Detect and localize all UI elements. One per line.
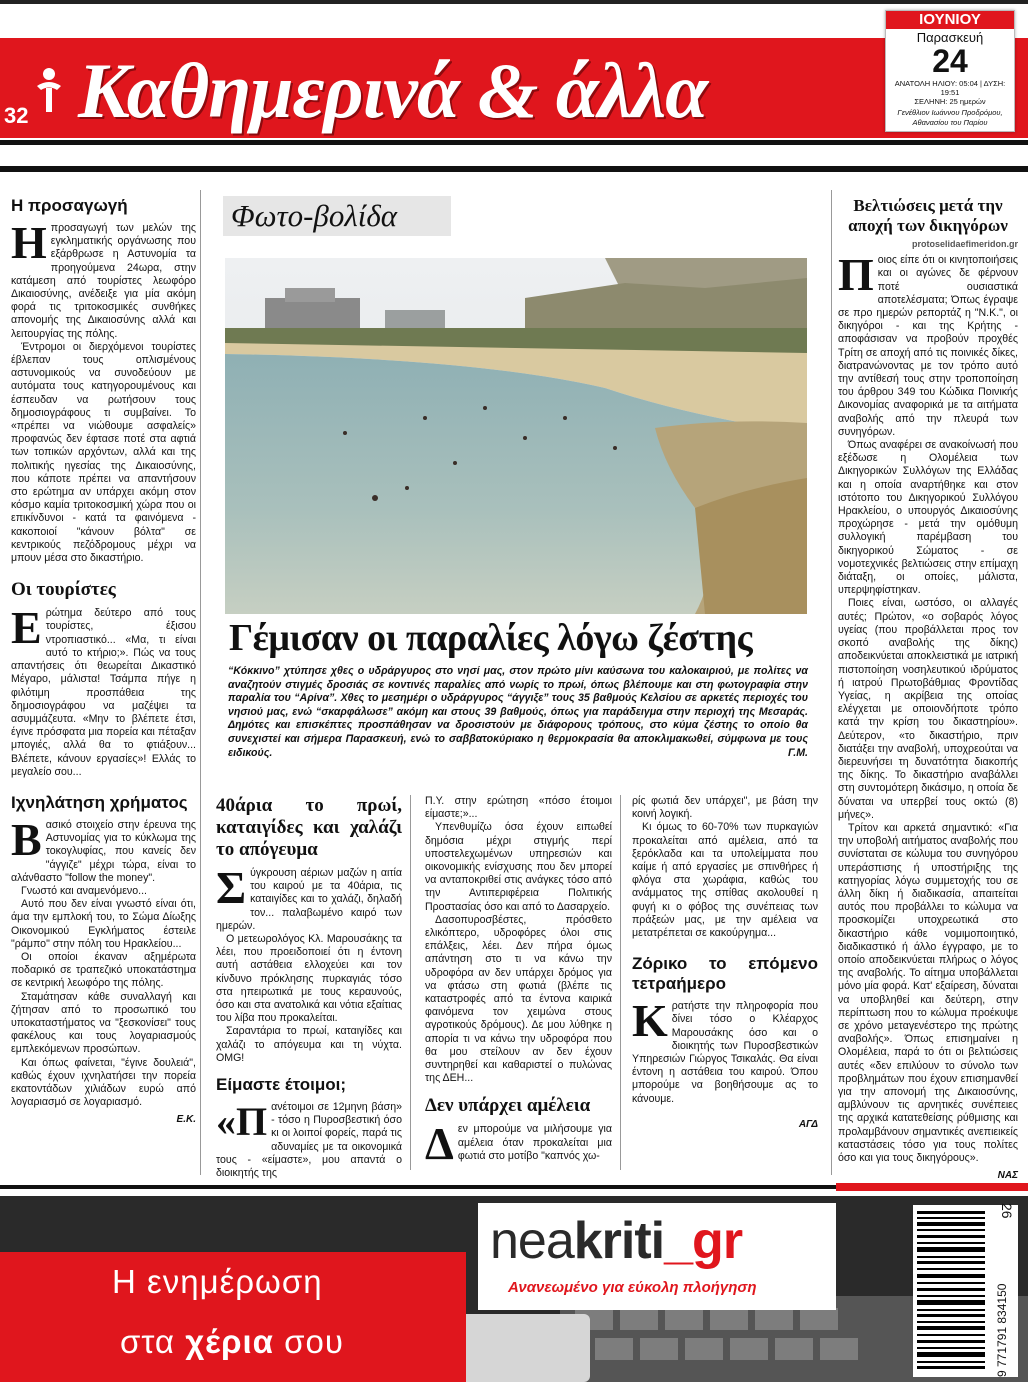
moon-age: ΣΕΛΗΝΗ: 25 ημερών: [914, 97, 986, 106]
paragraph: προσαγωγή των μελών της εγκληματικής οργάνωσης που εξάρθρωσε η Αστυνομία τα προηγούμενα 24ωρα, στην κατάμεση από τουρίστες λεωφόρο Δικαιοσύνης, ανέδειξε για μία ακόμη φορά τις τριτοκοσμικές συνθήκες απονομής της Δικαιοσύνης αλλά και λειτουργίας της πόλης.: [11, 222, 196, 340]
paragraph: Γνωστό και αναμενόμενο...: [21, 884, 147, 897]
story-title-40aria: 40άρια το πρωί, καταιγίδες και χαλάζι το απόγευμα: [216, 795, 402, 860]
photo-feature-label: [223, 196, 451, 236]
ad-slogan-line-1: Η ενημέρωση: [112, 1263, 323, 1300]
paragraph: οιος είπε ότι οι κινητοποιήσεις και οι αγώνες δε φέρνουν ποτέ ουσιαστικά αποτελέσματα; Όπως έγραψε σε προ ημερών ρεπορτάζ η "Ν.Κ.", οι δικηγόροι - και της Κρήτης - αποφάσισαν να προβούν προχθές Τρίτη σε αποχή από τις ποινικές δίκες, διατρανώνοντας με τον τρόπο αυτό την αντίθεσή τους στην τροποποίηση του άρθρου 349 του Κώδικα Ποινικής Δικονομίας αναφορικά με τα αιτήματα αναβολής από την πλευρά των συνηγόρων.: [838, 254, 1018, 438]
paragraph: Δασοπυροσβέστες, πρόσθετο ελικόπτερο, υδροφόρες όλοι στις επάλξεις, λέει. Δεν πήρα όμως απάντηση στο τι να κάνω την υδροφόρα αν δεν υπάρχει δρόμος για να φτάσω στη φωτιά (βλέπε τις καταστροφές από τα έντονα καιρικά φαινόμενα τον χειμώνα στους αγροτικούς δρόμους). Δε μου λύθηκε η απορία τι να κάνω την υδροφόρα που θα μου στείλουν αν δεν έχουν συντηρηθεί και καθαριστεί ο πυλώνας της ΔΕΗ...: [425, 913, 612, 1085]
paragraph: Έντρομοι οι διερχόμενοι τουρίστες έβλεπαν τους οπλισμένους αστυνομικούς να συνοδεύουν με αυτόματα τους κατηγορουμένους και έσπευδαν να ρωτήσουν τους δημοσιογράφους τι συμβαίνει. Το «πρέπει να νιώθουμε ασφαλείς» προφανώς δεν έφτασε ποτέ στα αφτιά των τοπικών αρχόντων, αλλά και της πολιτικής ηγεσίας της Δικαιοσύνης, που κάποτε πρέπει να απαντήσουν στο ερώτημα αν υπάρχει ακόμη στον κόσμο καμία τριτοκοσμική χώρα που οι επικίνδυνοι - κατά τα φαινόμενα - κακοποιοί "κάνουν βόλτα" σε κεντρικούς πεζόδρομους μέχρι να μπουν μέσα στο δικαστήριο.: [11, 340, 196, 565]
saints-line-1: Γενέθλιον Ιωάννου Προδρόμου,: [897, 108, 1003, 117]
drop-cap: Η: [11, 217, 47, 268]
date-day: 24: [932, 43, 968, 79]
paragraph: Οι οποίοι έκαναν αξημέρωτα ποδαρικό σε τραπεζικό υποκατάστημα σε κεντρική λεωφόρο της πόλης.: [11, 950, 196, 990]
author-signature: Ε.Κ.: [176, 1114, 196, 1126]
ad-tagline: Ανανεωμένο για εύκολη πλοήγηση: [508, 1279, 757, 1296]
drop-cap: Π: [838, 249, 874, 301]
column-rule: [831, 190, 832, 1175]
column-rule: [410, 795, 411, 1170]
story-title-ameleia: Δεν υπάρχει αμέλεια: [425, 1095, 591, 1117]
story-title-prosagogi: Η προσαγωγή: [11, 196, 128, 215]
paragraph: ανέτοιμοι σε 12μηνη βάση» - τόσο η Πυροσβεστική όσο κι οι λοιποί φορείς, παρά τις αδυναμίες με τα οικονομικά τους - «είμαστε», μου απαντά ο διοικητής της: [216, 1101, 402, 1180]
photo-headline: Γέμισαν οι παραλίες λόγω ζέστης: [229, 617, 753, 659]
barcode-digits: 9 771791 834150: [995, 1283, 1009, 1377]
drop-cap: «Π: [216, 1099, 268, 1145]
photo-caption: [228, 665, 808, 760]
story-title-ichnilatisi: Ιχνηλάτηση χρήματος: [11, 792, 188, 812]
drop-cap: Δ: [425, 1118, 454, 1170]
date-month: ΙΟΥΝΙΟΥ: [886, 11, 1014, 29]
page-number: 32: [4, 103, 29, 128]
story-title-veltioseis: Βελτιώσεις μετά την αποχή των δικηγόρων: [848, 196, 1008, 235]
paragraph: Τρίτον και αρκετά σημαντικό: «Για την υποβολή αιτήματος αναβολής που συνίσταται σε κώλυμα του συνηγόρου υπεράσπισης ή υποστήριξης της κατηγορίας λόγω συμμετοχής του σε άλλη δίκη ή διαδικασία, απαιτείται αυτός που προβάλλει το κώλυμα να προσκομίζει υποχρεωτικά στο δικαστήριο κάθε νομιμοποιητικό, διαδικαστικό ή άλλο έγγραφο, με το οποίο αποδεικνύεται πλήρως ο λόγος της αναβολής. Το αίτημα υποβάλλεται μόνο μία φορά. Κατ' εξαίρεση, δύναται να υποβληθεί και δεύτερη, στην περίπτωση που το κώλυμα προέκυψε σε χρόνο μεταγενέστερο της πρώτης αναβολής». Όπως επισημαίνει η Ολομέλεια, παρά το ότι οι βελτιώσεις αυτές «δεν επιλύουν το σύνολο των προβλημάτων που έχουν επισημανθεί για την απονομή της Δικαιοσύνης, αμβλύνουν τις αρνητικές συνέπειες της αρχικά κατατεθείσης ρύθμισης και προλαμβάνουν σημαντικές ανεπιεικείς καταστάσεις τόσο για τους πολίτες όσο και για τους δικηγόρους».: [838, 821, 1018, 1165]
drop-cap: Σ: [216, 862, 247, 913]
slogan-part: σου: [273, 1323, 344, 1360]
author-signature: ΝΑΣ: [997, 1170, 1018, 1182]
paragraph: Ο μετεωρολόγος Κλ. Μαρουσάκης τα λέει, που προειδοποιεί ότι η έντονη αυτή αστάθεια ελλοχεύει και τον κίνδυνο πρόκλησης πυρκαγιάς τόσο στα ηπειρωτικά με τους κεραυνούς, όσο και στα ανατολικά και νότια εξαίτιας του λίβα που προκαλείται.: [216, 933, 402, 1025]
column-rule: [200, 190, 201, 1175]
fire-column: [425, 795, 612, 1170]
header-rule-bottom: [0, 166, 1028, 172]
slogan-part: στα: [120, 1323, 186, 1360]
paragraph: ασικό στοιχείο στην έρευνα της Αστυνομίας για το κύκλωμα της τοκογλυφίας, που κανείς δεν "άγγιζε" μέχρι τώρα, είναι το αλάνθαστο "follow the money".: [11, 818, 196, 884]
paragraph: ρατήστε την πληροφορία που δίνει τόσο ο Κλέαρχος Μαρουσάκης όσο και ο διοικητής των Πυροσβεστικών Υπηρεσιών Γιώργος Τσικαλάς. Θα είναι έντονη η αστάθεια του καιρού. Όπου μπορούμε να βοηθήσουμε ας το κάνουμε.: [632, 1000, 818, 1105]
ad-slogan-line-2: [120, 1322, 344, 1362]
drop-cap: Ε: [11, 602, 42, 654]
footer-rule-accent: [836, 1183, 1028, 1191]
ad-brand-logo[interactable]: [490, 1211, 742, 1271]
brand-part-nea: nea: [490, 1212, 574, 1270]
paragraph: Ποιες είναι, ωστόσο, οι αλλαγές αυτές; Πρώτον, «ο σοβαρός λόγος υγείας (που προβάλλεται προς τον σκοπό αναβολής της δίκης) αποδεικνύεται αποκλειστικά με ιατρική πιστοποίηση νοσηλευτικού ιδρύματος ή ιατρού Πρωτοβάθμιας Φροντίδας Υγείας, η ακρίβεια της οποίας ελέγχεται με οποιονδήποτε τρόπο κατά την κρίση του δικαστηρίου». Δεύτερον, «το δικαστήριο, πριν διατάξει την αναβολή, υποχρεούται να διερευνήσει τη δυνατότητα διακοπής της δίκης. Το δικαστήριο αναβάλλει στη συντομότερη δικάσιμο, η οποία δε δύναται να υπερβεί τους οκτώ (8) μήνες».: [838, 597, 1018, 821]
story-title-touristes: Οι τουρίστες: [11, 579, 116, 601]
drop-cap: Κ: [632, 995, 668, 1047]
paragraph: Αυτό που δεν είναι γνωστό είναι ότι, άμα την εμπλοκή του, το Σώμα Δίωξης Οικονομικού Εγκλήματος έστειλε "ράμπο" στην πόλη του Ηρακλείου...: [11, 898, 196, 950]
footer-rule: [0, 1185, 836, 1189]
slogan-emphasis: χέρια: [185, 1323, 274, 1360]
watermark-text: protoselidaefimeridon.gr: [911, 239, 1018, 249]
paragraph: Και όπως φαίνεται, "έγινε δουλειά", καθώς έχουν ιχνηλατήσει την πορεία εκατοντάδων χιλιάδων ευρώ από λογαριασμό σε λογαριασμό.: [11, 1056, 196, 1109]
issue-code: 26: [999, 1203, 1015, 1219]
author-signature: ΑΓΔ: [798, 1118, 818, 1130]
quill-logo-icon: [33, 66, 65, 114]
section-title: Καθημερινά & άλλα: [78, 47, 708, 134]
brand-part-gr: _gr: [664, 1212, 743, 1270]
date-box: [885, 10, 1015, 132]
brand-part-kriti: kriti: [573, 1212, 665, 1270]
date-weekday: Παρασκευή: [916, 30, 984, 45]
paragraph: ρώτημα δεύτερο από τους τουρίστες, έξισου ντροπιαστικό... «Μα, τι είναι αυτό το κτήριο;». Πώς να τους απαντήσεις ότι θεωρείται Δικαστικό Μέγαρο, μάλιστα! Τσάμπα πήγε η φιλότιμη προσπάθεια της δημοσιογράφου να μαζέψει τα ασυμμάζευτα. «Μην το βλέπετε έτσι, έγινε πρόσφατα μια πορεία και πέταξαν μπογιές, αλλά θα το φτιάξουν... Βλέπετε, κάνουν εργασίες»! Ελλάς το μεγαλείο σου...: [11, 607, 196, 778]
paragraph: Π.Υ. στην ερώτηση «πόσο έτοιμοι είμαστε;»...: [425, 795, 612, 821]
caption-signature: Γ.Μ.: [787, 746, 808, 759]
paragraph: ύγκρουση αέριων μαζών η αιτία του καιρού με τα 40άρια, τις καταιγίδες και το χαλάζι, δηλαδή τον... παλαβωμένο καιρό των ημερών.: [216, 867, 402, 932]
paragraph: Κι όμως το 60-70% των πυρκαγιών προκαλείται από αμέλεια, από τα ξερόκλαδα και τα υπολείμματα που καίμε ή από εργασίες με σπινθήρες ή φλόγα στα χωράφια, καθώς του ανάμματος της σπίθας ακολουθεί η φυγή κι ο φόβος της συνέπειας των πράξεών μας, με την αμέλεια να μετατρέπεται σε κακούργημα...: [632, 821, 818, 940]
left-column: [11, 196, 196, 1127]
column-rule: [620, 795, 621, 1170]
top-rule: [0, 0, 1028, 4]
story-title-etoimoi: Είμαστε έτοιμοι;: [216, 1075, 346, 1095]
paragraph: εν μπορούμε να μιλήσουμε για αμέλεια όταν προκαλείται μια φωτιά στο μοτίβο "καπνός χω-: [457, 1123, 612, 1162]
right-column: [838, 196, 1018, 1182]
paragraph: Υπενθυμίζω όσα έχουν ειπωθεί δημόσια μέχρι στιγμής περί υποστελεχωμένων υπηρεσιών και οικονομικής ενίσχυσης που δεν μπορεί να ανταποκριθεί στις ανάγκες τόσο από την Αντιπεριφέρεια Πολιτικής Προστασίας όσο και από το Δασαρχείο.: [425, 821, 612, 913]
weather-column: [216, 795, 402, 1180]
drop-cap: Β: [11, 813, 42, 865]
beach-photo: [225, 258, 807, 614]
story-title-zoriko: Ζόρικο το επόμενο τετραήμερο: [632, 954, 818, 994]
paragraph: ρίς φωτιά δεν υπάρχει", με βάση την κοινή λογική.: [632, 795, 818, 821]
header-rule-top: [0, 140, 1028, 145]
caption-text: “Κόκκινο” χτύπησε χθες ο υδράργυρος στο νησί μας, στον πρώτο μίνι καύσωνα του καλοκαιριού, με πολίτες να αναζητούν στιγμές δροσιάς σε κοντινές παραλίες από νωρίς το πρωί, όπως βλέπουμε και στη φωτογραφία στην παραλία του “Αρίνα”. Χθες το μεσημέρι ο υδράργυρος “άγγιξε” τους 35 βαθμούς Κελσίου σε αρκετές περιοχές του νησιού μας, ενώ “σκαρφάλωσε” ακόμη και στους 39 βαθμούς, όπως για παράδειγμα στην περιοχή της Μεσαράς. Δημότες και επισκέπτες προσπάθησαν να δροσιστούν με διάφορους τρόπους, στο κύμα ζέστης το οποίο θα συνεχιστεί και σήμερα Παρασκευή, ενώ το σαββατοκύριακο η θερμοκρασία θα αποκλιμακωθεί, σύμφωνα με τους ειδικούς.: [228, 665, 808, 759]
forecast-column: [632, 795, 818, 1131]
sun-times: ΑΝΑΤΟΛΗ ΗΛΙΟΥ: 05:04 | ΔΥΣΗ: 19:51: [894, 79, 1006, 97]
paragraph: Σαραντάρια το πρωί, καταιγίδες και χαλάζι το απόγευμα και τη νύχτα. OMG!: [216, 1025, 402, 1064]
saints-line-2: Αθανασίου του Παρίου: [912, 118, 988, 127]
paragraph: Όπως αναφέρει σε ανακοίνωσή που εξέδωσε η Ολομέλεια των Δικηγορικών Συλλόγων της Ελλάδας και η οποία αναρτήθηκε και στον ιστότοπο του Δικηγορικού Συλλόγου Ηρακλείου, ο υπουργός Δικαιοσύνης προχώρησε - μετά την ομόθυμη συλλογική παρέμβαση του δικηγορικού Σώματος - σε νομοτεχνικές βελτιώσεις στην επίμαχη διάταξη, οι οποίες, μάλιστα, υπερψηφίστηκαν.: [838, 439, 1018, 597]
barcode: [913, 1205, 1018, 1377]
paragraph: Σταμάτησαν κάθε συναλλαγή και ζήτησαν από το προσωπικό του υποκαταστήματος να "ξεσκονίσει" τους φακέλους και τους λογαριασμούς εμπλεκόμενων προσώπων.: [11, 990, 196, 1056]
photo-label-text: Φωτο-βολίδα: [231, 198, 398, 233]
